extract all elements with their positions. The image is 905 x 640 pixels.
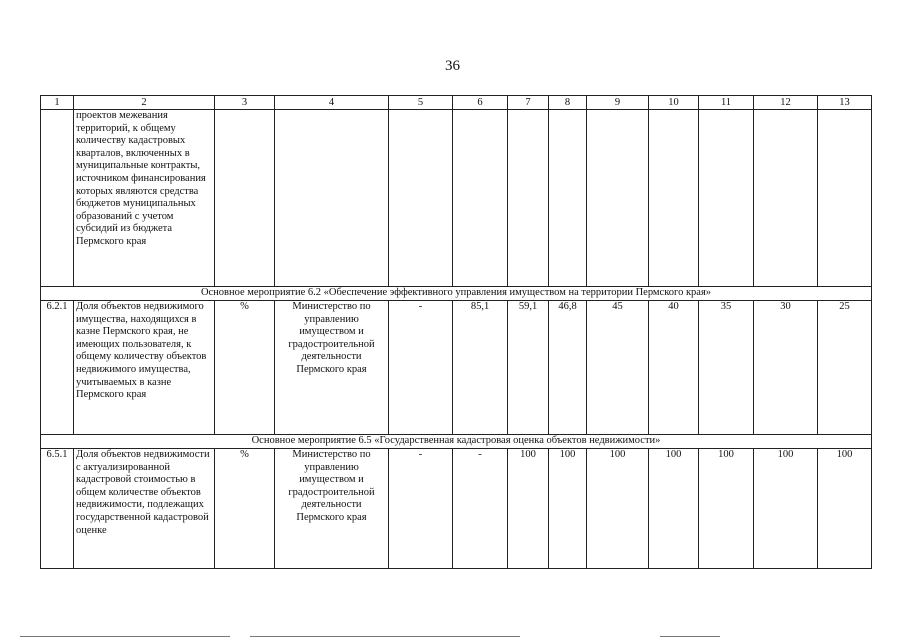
unit-cell: % — [215, 449, 275, 569]
section-row — [41, 287, 872, 301]
section-title: Основное мероприятие 6.2 «Обеспечение эффективного управления имуществом на территории Пермского края» — [41, 287, 872, 301]
value-cell: 59,1 — [508, 301, 549, 435]
header-cell: 13 — [818, 96, 872, 110]
section-row — [41, 435, 872, 449]
value-cell: 30 — [754, 301, 818, 435]
value-cell: 100 — [699, 449, 754, 569]
executor-cell: Министерство по управлению имуществом и градостроительной деятельности Пермского края — [275, 449, 389, 569]
header-cell: 9 — [587, 96, 649, 110]
value-cell: 100 — [754, 449, 818, 569]
value-cell: - — [389, 301, 453, 435]
indicators-table — [40, 95, 872, 569]
header-cell: 10 — [649, 96, 699, 110]
value-cell: 35 — [699, 301, 754, 435]
header-cell: 3 — [215, 96, 275, 110]
column-number-row — [41, 96, 872, 110]
value-cell: - — [453, 449, 508, 569]
value-cell: 46,8 — [549, 301, 587, 435]
header-cell: 4 — [275, 96, 389, 110]
header-cell: 11 — [699, 96, 754, 110]
page-number: 36 — [445, 58, 460, 74]
header-cell: 5 — [389, 96, 453, 110]
indicator-row — [41, 449, 872, 569]
indicator-name: Доля объектов недвижимого имущества, находящихся в казне Пермского края, не имеющих пользователя, к общему количеству объектов недвижимого имущества, учитываемых в казне Пермского края — [74, 301, 215, 435]
value-cell: 100 — [587, 449, 649, 569]
section-title: Основное мероприятие 6.5 «Государственная кадастровая оценка объектов недвижимости» — [41, 435, 872, 449]
header-cell: 7 — [508, 96, 549, 110]
value-cell: 100 — [549, 449, 587, 569]
value-cell: 40 — [649, 301, 699, 435]
value-cell: 100 — [508, 449, 549, 569]
scan-artifact-line — [660, 636, 720, 637]
scan-artifact-line — [20, 636, 230, 637]
value-cell: 85,1 — [453, 301, 508, 435]
value-cell: 45 — [587, 301, 649, 435]
continuation-row — [41, 110, 872, 287]
indicator-number: 6.2.1 — [41, 301, 74, 435]
indicator-name: проектов межевания территорий, к общему количеству кадастровых кварталов, включенных в муниципальные контракты, источником финансирования которых являются средства бюджетов муниципальных образований с учетом субсидий из бюджета Пермского края — [74, 110, 215, 287]
header-cell: 12 — [754, 96, 818, 110]
unit-cell: % — [215, 301, 275, 435]
header-cell: 2 — [74, 96, 215, 110]
value-cell: 100 — [649, 449, 699, 569]
executor-cell: Министерство по управлению имуществом и градостроительной деятельности Пермского края — [275, 301, 389, 435]
indicator-row — [41, 301, 872, 435]
header-cell: 6 — [453, 96, 508, 110]
indicator-name: Доля объектов недвижимости с актуализированной кадастровой стоимостью в общем количестве объектов недвижимости, подлежащих государственной кадастровой оценке — [74, 449, 215, 569]
value-cell: - — [389, 449, 453, 569]
header-cell: 8 — [549, 96, 587, 110]
value-cell: 25 — [818, 301, 872, 435]
scan-artifact-line — [250, 636, 520, 637]
indicator-number: 6.5.1 — [41, 449, 74, 569]
header-cell: 1 — [41, 96, 74, 110]
num-cell — [41, 110, 74, 287]
value-cell: 100 — [818, 449, 872, 569]
